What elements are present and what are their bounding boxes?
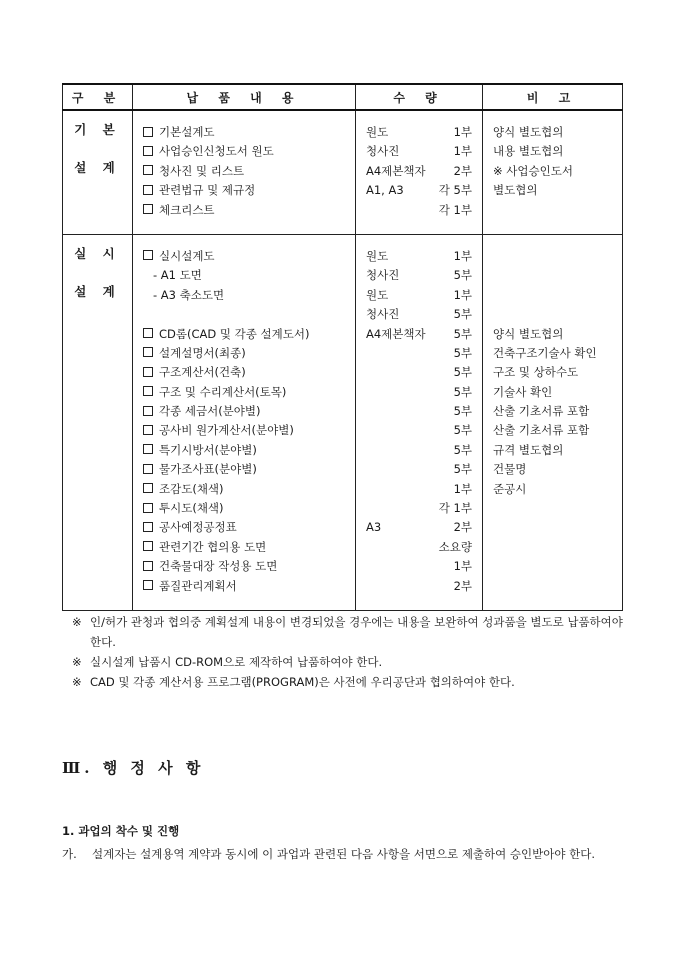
item-line xyxy=(143,286,349,305)
quantity-value: 1부 xyxy=(453,125,472,139)
item-line xyxy=(143,181,349,200)
remark-line: 규격 별도협의 xyxy=(493,442,564,457)
quantity-label: 청사진 xyxy=(366,307,400,322)
item-text: CD롬(CAD 및 각종 설계도서) xyxy=(159,326,310,341)
quantity-value: 5부 xyxy=(453,268,472,283)
item-line xyxy=(143,538,349,557)
item-text: 조감도(채색) xyxy=(159,481,224,496)
header-remarks: 비 고 xyxy=(483,84,623,110)
item-text: - A3 축소도면 xyxy=(153,287,225,302)
item-text: 실시설계도 xyxy=(159,248,215,263)
quantity-label: A3 xyxy=(366,520,382,535)
category-label: 설 계 xyxy=(74,283,121,299)
item-text: 구조 및 수리계산서(토목) xyxy=(159,384,287,399)
remark-line: 산출 기초서류 포함 xyxy=(493,423,590,438)
item-line xyxy=(143,421,349,440)
notes-block xyxy=(72,612,632,692)
quantity-value: 1부 xyxy=(453,144,472,159)
item-text: 관련법규 및 제규정 xyxy=(159,183,256,198)
paragraph-mark: 가. xyxy=(62,847,77,861)
item-line xyxy=(143,266,349,285)
quantity-line xyxy=(366,266,476,285)
item-text: 투시도(채색) xyxy=(159,501,224,516)
checkbox-icon xyxy=(143,367,153,377)
quantity-value: 각 1부 xyxy=(438,501,472,516)
quantity-line xyxy=(366,162,476,181)
checkbox-icon xyxy=(143,204,153,214)
quantity-line xyxy=(366,499,476,518)
note-text: CAD 및 각종 계산서용 프로그램(PROGRAM)은 사전에 우리공단과 협의하여야 한다. xyxy=(90,675,515,689)
item-line xyxy=(143,142,349,161)
quantity-value: 5부 xyxy=(453,307,472,322)
quantity-value: 2부 xyxy=(453,578,472,593)
quantity-label: 청사진 xyxy=(366,268,400,283)
quantity-line xyxy=(366,518,476,537)
checkbox-icon xyxy=(143,165,153,175)
remark-line xyxy=(493,247,616,266)
item-line xyxy=(143,383,349,402)
checkbox-icon xyxy=(143,328,153,338)
note-mark: ※ xyxy=(72,675,82,689)
quantity-value: 1부 xyxy=(453,481,472,496)
item-text: 공사예정공정표 xyxy=(159,520,237,535)
note-text: 실시설계 납품시 CD-ROM으로 제작하여 납품하여야 한다. xyxy=(90,655,383,669)
quantity-label: A1, A3 xyxy=(366,183,404,198)
quantity-line xyxy=(366,325,476,344)
item-line xyxy=(143,201,349,220)
quantity-line xyxy=(366,441,476,460)
checkbox-icon xyxy=(143,185,153,195)
note-mark: ※ xyxy=(72,615,82,629)
remark-line xyxy=(493,266,616,285)
item-text: 각종 세금서(분야별) xyxy=(159,404,261,419)
quantity-value: 5부 xyxy=(453,384,472,399)
row-remarks xyxy=(483,234,623,610)
note-item xyxy=(72,672,632,692)
header-contents: 납 품 내 용 xyxy=(133,84,356,110)
item-line xyxy=(143,557,349,576)
remark-line: 구조 및 상하수도 xyxy=(493,365,579,380)
item-line xyxy=(143,480,349,499)
item-text: 건축물대장 작성용 도면 xyxy=(159,559,278,574)
quantity-line xyxy=(366,577,476,596)
item-line xyxy=(143,363,349,382)
quantity-label: 청사진 xyxy=(366,144,400,159)
item-line xyxy=(143,162,349,181)
checkbox-icon xyxy=(143,503,153,513)
category-label: 설 계 xyxy=(74,160,121,175)
quantity-line xyxy=(366,286,476,305)
quantity-value: 각 5부 xyxy=(438,183,472,198)
quantity-line xyxy=(366,480,476,499)
quantity-line xyxy=(366,344,476,363)
remark-line: 양식 별도협의 xyxy=(493,125,564,139)
note-text: 인/허가 관청과 협의중 계획설계 내용이 변경되었을 경우에는 내용을 보완하여 성과품을 별도로 납품하여야 한다. xyxy=(90,615,623,649)
remark-line: 산출 기초서류 포함 xyxy=(493,404,590,419)
section-title: Ⅲ. 행 정 사 항 xyxy=(62,759,205,777)
paragraph xyxy=(62,844,622,864)
quantity-line xyxy=(366,123,476,142)
item-line xyxy=(143,344,349,363)
note-item xyxy=(72,652,632,672)
quantity-line xyxy=(366,383,476,402)
paragraph-text: 설계자는 설계용역 계약과 동시에 이 과업과 관련된 다음 사항을 서면으로 제출하여 승인받아야 한다. xyxy=(92,847,595,861)
quantity-line xyxy=(366,363,476,382)
checkbox-icon xyxy=(143,444,153,454)
item-text: 품질관리계획서 xyxy=(159,578,237,593)
quantity-label: 원도 xyxy=(366,287,389,302)
item-text: 사업승인신청도서 원도 xyxy=(159,144,274,159)
quantity-value: 5부 xyxy=(453,442,472,457)
quantity-label: 원도 xyxy=(366,248,389,263)
item-line xyxy=(143,577,349,596)
item-line xyxy=(143,123,349,142)
remark-line: 내용 별도협의 xyxy=(493,144,564,159)
note-mark: ※ xyxy=(72,655,82,669)
row-items xyxy=(133,234,356,610)
category-label: 기 본 xyxy=(74,122,121,137)
quantity-value: 각 1부 xyxy=(438,202,472,217)
checkbox-icon xyxy=(143,406,153,416)
remark-line: 별도협의 xyxy=(493,183,538,198)
item-text: 물가조사표(분야별) xyxy=(159,462,257,477)
quantity-value: 소요량 xyxy=(438,539,472,554)
checkbox-icon xyxy=(143,483,153,493)
table-header-row xyxy=(63,84,623,110)
remark-line xyxy=(493,286,616,305)
remark-line xyxy=(493,305,616,324)
checkbox-icon xyxy=(143,127,153,137)
remark-line: 기술사 확인 xyxy=(493,384,553,399)
item-line xyxy=(143,518,349,537)
quantity-value: 5부 xyxy=(453,365,472,380)
checkbox-icon xyxy=(143,580,153,590)
remark-line: 준공시 xyxy=(493,481,527,496)
row-category xyxy=(63,234,133,610)
item-line xyxy=(143,305,349,324)
checkbox-icon xyxy=(143,561,153,571)
item-text: 특기시방서(분야별) xyxy=(159,442,257,457)
quantity-value: 5부 xyxy=(453,423,472,438)
quantity-line xyxy=(366,538,476,557)
item-line xyxy=(143,325,349,344)
quantity-value: 2부 xyxy=(453,520,472,535)
deliverables-table xyxy=(62,83,623,611)
row-items xyxy=(133,110,356,234)
quantity-line xyxy=(366,421,476,440)
item-line xyxy=(143,247,349,266)
quantity-line xyxy=(366,460,476,479)
item-text: 청사진 및 리스트 xyxy=(159,163,245,178)
quantity-line xyxy=(366,181,476,200)
remark-line: 건물명 xyxy=(493,462,527,477)
row-quantities xyxy=(356,110,483,234)
quantity-line xyxy=(366,402,476,421)
row-category xyxy=(63,110,133,234)
item-line xyxy=(143,460,349,479)
quantity-label: 원도 xyxy=(366,125,389,139)
quantity-value: 5부 xyxy=(453,345,472,360)
item-line xyxy=(143,441,349,460)
item-text: 관련기간 협의용 도면 xyxy=(159,539,267,554)
quantity-value: 5부 xyxy=(453,462,472,477)
quantity-line xyxy=(366,557,476,576)
quantity-value: 5부 xyxy=(453,404,472,419)
quantity-label: A4제본책자 xyxy=(366,163,426,178)
quantity-value: 1부 xyxy=(453,559,472,574)
checkbox-icon xyxy=(143,347,153,357)
quantity-line xyxy=(366,142,476,161)
remark-line: 양식 별도협의 xyxy=(493,326,564,341)
row-remarks xyxy=(483,110,623,234)
table-row xyxy=(63,110,623,234)
remark-line: 건축구조기술사 확인 xyxy=(493,345,597,360)
checkbox-icon xyxy=(143,425,153,435)
header-quantity: 수 량 xyxy=(356,84,483,110)
remark-line: ※ 사업승인도서 xyxy=(493,163,573,178)
item-text: - A1 도면 xyxy=(153,268,202,283)
item-text: 체크리스트 xyxy=(159,202,215,217)
checkbox-icon xyxy=(143,250,153,260)
category-label: 실 시 xyxy=(74,245,121,261)
item-line xyxy=(143,499,349,518)
item-text: 기본설계도 xyxy=(159,125,215,139)
quantity-value: 1부 xyxy=(453,248,472,263)
checkbox-icon xyxy=(143,541,153,551)
quantity-value: 2부 xyxy=(453,163,472,178)
quantity-label: A4제본책자 xyxy=(366,326,426,341)
quantity-line xyxy=(366,201,476,220)
checkbox-icon xyxy=(143,146,153,156)
row-quantities xyxy=(356,234,483,610)
item-text: 구조계산서(건축) xyxy=(159,365,246,380)
header-category: 구 분 xyxy=(63,84,133,110)
note-item xyxy=(72,612,632,652)
checkbox-icon xyxy=(143,522,153,532)
checkbox-icon xyxy=(143,386,153,396)
item-text: 공사비 원가계산서(분야별) xyxy=(159,423,294,438)
item-line xyxy=(143,402,349,421)
subsection-title: 1. 과업의 착수 및 진행 xyxy=(62,824,180,838)
checkbox-icon xyxy=(143,464,153,474)
quantity-value: 1부 xyxy=(453,287,472,302)
table-row xyxy=(63,234,623,610)
item-text: 설계설명서(최종) xyxy=(159,345,246,360)
quantity-line xyxy=(366,247,476,266)
quantity-value: 5부 xyxy=(453,326,472,341)
quantity-line xyxy=(366,305,476,324)
